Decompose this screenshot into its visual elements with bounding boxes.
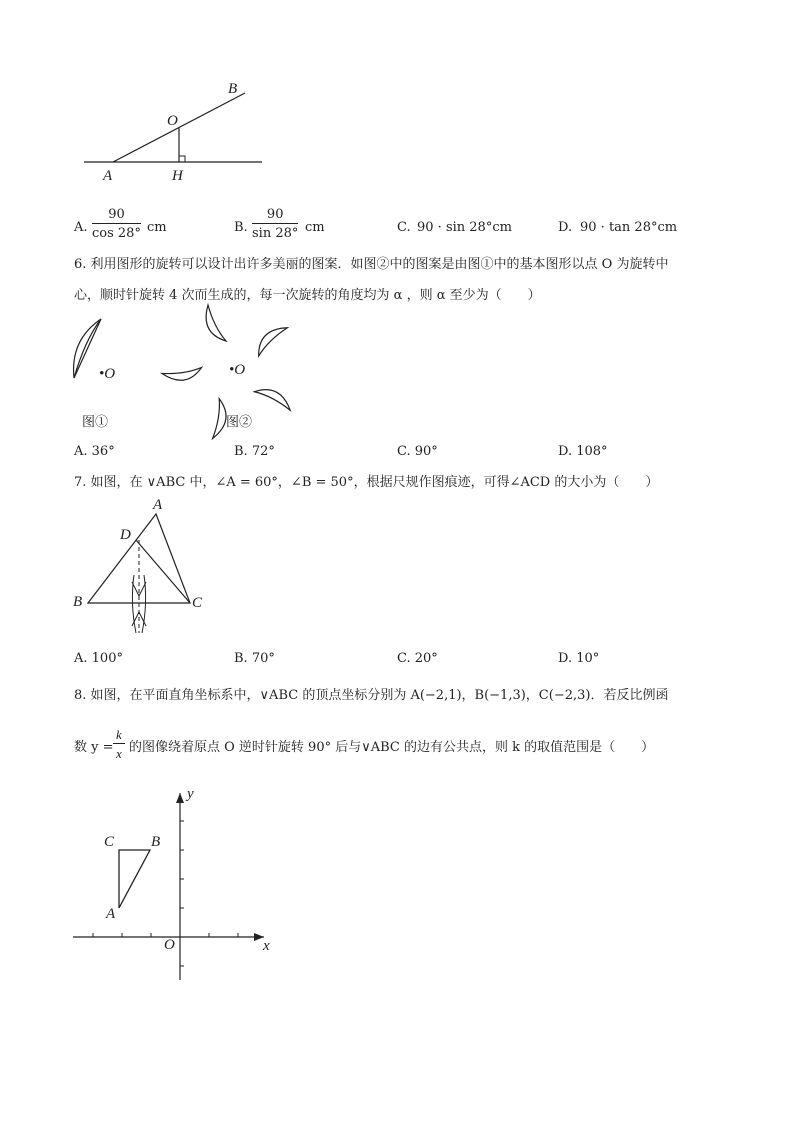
q8-label-x: x	[263, 938, 270, 954]
q7-label-c: C	[192, 595, 203, 611]
q5-label-a: A	[103, 168, 113, 184]
q7-label-b: B	[73, 594, 83, 610]
q6-option-b[interactable]: B. 72°	[234, 444, 275, 459]
q7-option-a[interactable]: A. 100°	[74, 651, 123, 666]
q6-stem-line2: 心，顺时针旋转 4 次而生成的，每一次旋转的角度均为 α ，则 α 至少为（ ）	[74, 288, 541, 303]
q8-frac-den: x	[116, 746, 122, 761]
q5-option-b-den: sin 28°	[252, 226, 299, 241]
q6-option-a[interactable]: A. 36°	[74, 444, 115, 459]
q7-label-a: A	[153, 497, 163, 513]
q5-option-b-num: 90	[252, 207, 298, 224]
q6-stem-line1: 6. 利用图形的旋转可以设计出许多美丽的图案．如图②中的图案是由图①中的基本图形以点 O 为旋转中	[74, 257, 669, 272]
q6-fig2-point: •O	[229, 362, 246, 378]
q8-label-o: O	[164, 937, 175, 953]
q5-option-a-den: cos 28°	[92, 226, 141, 241]
q5-option-b-letter[interactable]: B.	[234, 220, 248, 235]
q5-option-a-unit: cm	[147, 220, 167, 235]
q6-fig1-caption: 图①	[82, 415, 109, 430]
q7-option-b[interactable]: B. 70°	[234, 651, 275, 666]
q5-option-b-unit: cm	[305, 220, 325, 235]
q5-label-h: H	[172, 168, 183, 184]
q5-option-d-letter[interactable]: D.	[558, 220, 573, 235]
q7-option-d[interactable]: D. 10°	[558, 651, 600, 666]
q7-option-c[interactable]: C. 20°	[397, 651, 438, 666]
q6-fig1-point: •O	[99, 366, 116, 382]
q5-option-a-num: 90	[92, 207, 141, 224]
q5-label-b: B	[228, 81, 238, 97]
q8-stem-line2-pre: 数 y =	[74, 740, 114, 755]
q5-option-a-letter[interactable]: A.	[74, 220, 88, 235]
q6-option-c[interactable]: C. 90°	[397, 444, 438, 459]
q7-label-d: D	[120, 527, 131, 543]
q6-fig2-caption: 图②	[226, 415, 253, 430]
q6-option-d[interactable]: D. 108°	[558, 444, 608, 459]
q8-frac-num: k	[113, 727, 125, 744]
q8-label-a: A	[106, 906, 116, 922]
q7-stem: 7. 如图，在 ∨ABC 中，∠A = 60°，∠B = 50°，根据尺规作图痕迹，可得∠ACD 的大小为（ ）	[74, 475, 659, 490]
q5-option-c-text: 90 · sin 28°cm	[417, 220, 512, 235]
q8-label-b: B	[151, 834, 161, 850]
q8-stem-line1: 8. 如图，在平面直角坐标系中，∨ABC 的顶点坐标分别为 A(−2,1)，B(−1,3)，C(−2,3)．若反比例函	[74, 688, 669, 703]
q5-option-d-text: 90 · tan 28°cm	[580, 220, 678, 235]
q8-label-y: y	[187, 786, 194, 802]
q5-label-o: O	[167, 113, 178, 129]
q8-label-c: C	[104, 834, 115, 850]
q8-stem-line2-post: 的图像绕着原点 O 逆时针旋转 90° 后与∨ABC 的边有公共点，则 k 的取值范围是（ ）	[129, 740, 655, 755]
q5-option-c-letter[interactable]: C.	[397, 220, 411, 235]
q8-triangle-abc	[119, 850, 150, 908]
